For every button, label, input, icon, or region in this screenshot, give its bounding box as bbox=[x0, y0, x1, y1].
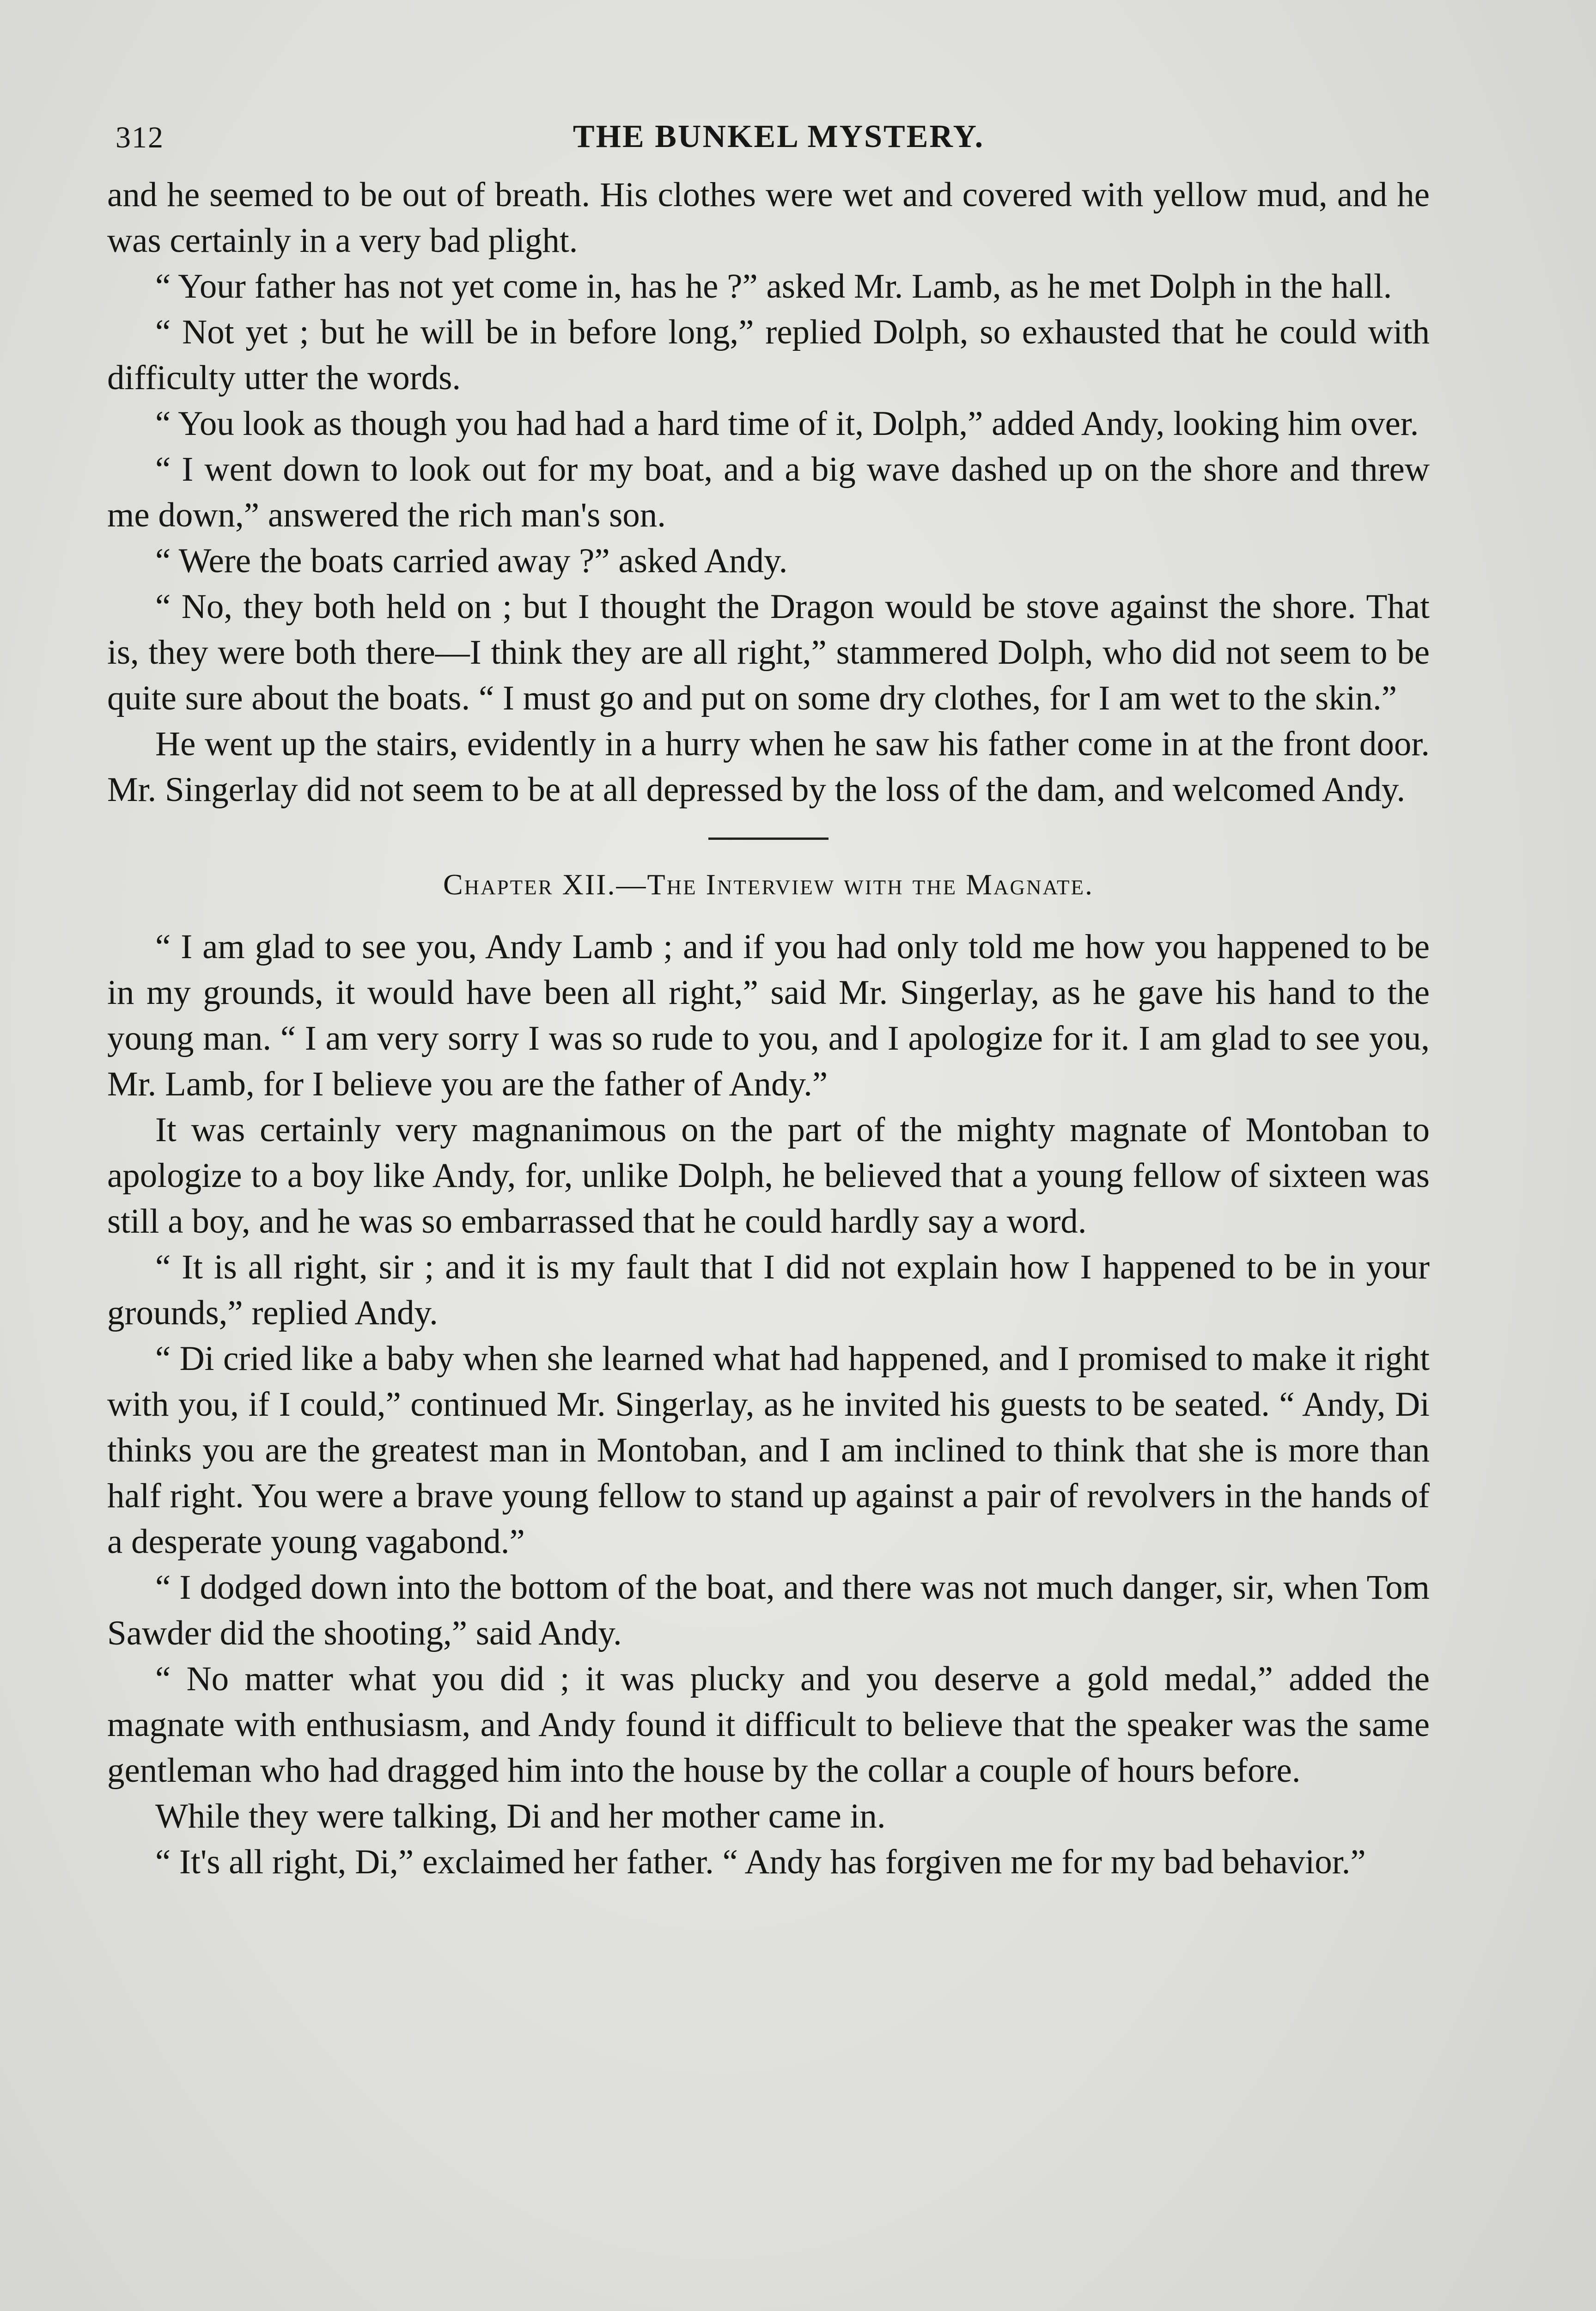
paragraph: “ I went down to look out for my boat, and a big wave dashed up on the shore and threw me down,” answered the rich man's son. bbox=[107, 450, 1430, 534]
paragraph: “ I am glad to see you, Andy Lamb ; and if you had only told me how you happened to be in my grounds, it would have been all right,” said Mr. Singerlay, as he gave his hand to the young man. “ I am very sorry I was so rude to you, and I apologize for it. I am glad to see you, Mr. Lamb, for I believe you are the father of Andy.” bbox=[107, 928, 1430, 1103]
page-header bbox=[116, 111, 1442, 162]
chapter-heading: Chapter XII.—The Interview with the Magnate. bbox=[443, 868, 1094, 901]
paragraph: “ No, they both held on ; but I thought the Dragon would be stove against the shore. That is, they were both there—I think they are all right,” stammered Dolph, who did not seem to be quite sure about the boats. “ I must go and put on some dry clothes, for I am wet to the skin.” bbox=[107, 587, 1430, 717]
paragraph: “ Not yet ; but he will be in before long,” replied Dolph, so exhausted that he could with difficulty utter the words. bbox=[107, 313, 1430, 397]
paragraph: “ You look as though you had had a hard time of it, Dolph,” added Andy, looking him over. bbox=[155, 404, 1419, 443]
paragraph: “ I dodged down into the bottom of the boat, and there was not much danger, sir, when Tom Sawder did the shooting,” said Andy. bbox=[107, 1568, 1430, 1652]
paragraph: It was certainly very magnanimous on the part of the mighty magnate of Montoban to apologize to a boy like Andy, for, unlike Dolph, he believed that a young fellow of sixteen was still a boy, and he was so embarrassed that he could hardly say a word. bbox=[107, 1111, 1430, 1241]
paragraph: While they were talking, Di and her mother came in. bbox=[155, 1797, 886, 1835]
body-text bbox=[107, 172, 1430, 1885]
paragraph: “ Di cried like a baby when she learned what had happened, and I promised to make it right with you, if I could,” continued Mr. Singerlay, as he invited his guests to be seated. “ Andy, Di thinks you are the greatest man in Montoban, and I am inclined to think that she is more than half right. You were a brave young fellow to stand up against a pair of revolvers in the hands of a desperate young vagabond.” bbox=[107, 1339, 1430, 1561]
paragraph: and he seemed to be out of breath. His clothes were wet and covered with yellow mud, and he was certainly in a very bad plight. bbox=[107, 176, 1430, 260]
paragraph: “ It's all right, Di,” exclaimed her father. “ Andy has forgiven me for my bad behavior.” bbox=[155, 1843, 1366, 1881]
paragraph: “ Were the boats carried away ?” asked Andy. bbox=[155, 542, 788, 580]
paragraph: “ It is all right, sir ; and it is my fault that I did not explain how I happened to be in your grounds,” replied Andy. bbox=[107, 1248, 1430, 1332]
page-number: 312 bbox=[116, 121, 164, 154]
section-divider bbox=[708, 838, 828, 840]
paragraph: He went up the stairs, evidently in a hurry when he saw his father come in at the front door. Mr. Singerlay did not seem to be at all depressed by the loss of the dam, and welcomed Andy. bbox=[107, 725, 1430, 809]
running-title: THE BUNKEL MYSTERY. bbox=[573, 119, 985, 154]
paragraph: “ No matter what you did ; it was plucky and you deserve a gold medal,” added the magnate with enthusiasm, and Andy found it difficult to believe that the speaker was the same gentleman who had dragged him into the house by the collar a couple of hours before. bbox=[107, 1660, 1430, 1790]
paragraph: “ Your father has not yet come in, has he ?” asked Mr. Lamb, as he met Dolph in the hall. bbox=[155, 267, 1392, 306]
